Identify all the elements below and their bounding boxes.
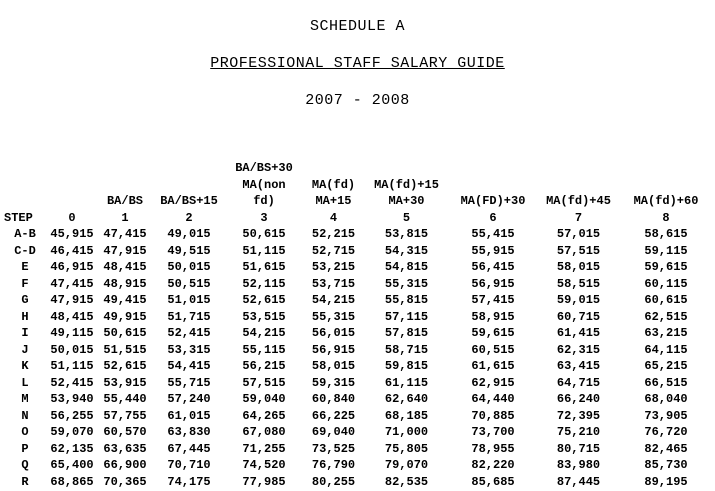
salary-cell: 83,980 xyxy=(556,458,601,472)
salary-cell: 71,000 xyxy=(384,425,429,439)
salary-cell: 69,040 xyxy=(311,425,356,439)
salary-cell: 54,415 xyxy=(167,359,211,373)
column-index: 7 xyxy=(574,210,583,225)
column-label-line: MA(non xyxy=(242,177,286,192)
salary-cell: 57,415 xyxy=(471,293,515,307)
column-label-line: BA/BS+30 xyxy=(235,161,293,175)
step-cell: H xyxy=(21,309,29,324)
salary-cell: 59,315 xyxy=(311,375,356,390)
salary-cell: 62,515 xyxy=(644,309,688,324)
salary-cell: 61,415 xyxy=(556,326,601,340)
salary-cell: 63,415 xyxy=(556,359,601,373)
step-column-header xyxy=(4,160,46,226)
salary-cell: 63,215 xyxy=(644,326,688,340)
table-row xyxy=(4,375,713,392)
salary-cell: 48,415 xyxy=(103,260,147,274)
salary-cell: 57,515 xyxy=(556,243,601,258)
column-header-row xyxy=(4,160,713,226)
salary-cell: 48,415 xyxy=(50,309,94,324)
salary-cell: 68,040 xyxy=(644,392,688,406)
salary-cell: 56,415 xyxy=(471,260,515,274)
salary-cell: 54,315 xyxy=(384,243,429,258)
salary-cell: 59,040 xyxy=(242,392,286,406)
salary-cell: 58,615 xyxy=(644,227,688,241)
salary-cell: 78,955 xyxy=(471,441,515,456)
salary-cell: 55,440 xyxy=(103,392,147,406)
salary-cell: 66,225 xyxy=(311,408,356,423)
table-row xyxy=(4,457,713,474)
salary-cell: 58,715 xyxy=(384,342,429,357)
salary-cell: 67,445 xyxy=(167,441,211,456)
salary-cell: 53,940 xyxy=(50,392,94,406)
step-cell: C-D xyxy=(14,243,36,258)
salary-cell: 59,615 xyxy=(471,326,515,340)
salary-cell: 57,240 xyxy=(167,392,211,406)
salary-cell: 63,830 xyxy=(167,425,211,439)
salary-cell: 76,790 xyxy=(311,458,356,472)
salary-cell: 75,210 xyxy=(556,425,601,439)
salary-cell: 64,440 xyxy=(471,392,515,406)
salary-cell: 56,255 xyxy=(50,408,94,423)
step-cell: L xyxy=(21,375,29,390)
salary-cell: 57,115 xyxy=(384,309,429,324)
salary-cell: 54,215 xyxy=(242,326,286,340)
salary-cell: 49,115 xyxy=(50,326,94,340)
salary-cell: 70,710 xyxy=(167,458,211,472)
salary-cell: 51,015 xyxy=(167,293,211,307)
salary-cell: 56,015 xyxy=(311,326,356,340)
school-year: 2007 - 2008 xyxy=(305,92,410,109)
step-cell: G xyxy=(21,293,29,307)
salary-cell: 61,115 xyxy=(384,375,429,390)
salary-cell: 62,915 xyxy=(471,375,515,390)
salary-cell: 47,415 xyxy=(103,227,147,241)
salary-cell: 51,715 xyxy=(167,309,211,324)
column-label-line: MA(fd)+45 xyxy=(546,194,611,208)
salary-cell: 52,415 xyxy=(167,326,211,340)
salary-cell: 48,915 xyxy=(103,276,147,291)
column-index: 0 xyxy=(68,210,76,225)
step-cell: R xyxy=(21,474,29,489)
column-label-line: fd) xyxy=(253,194,275,208)
salary-cell: 62,135 xyxy=(50,441,94,456)
step-cell: Q xyxy=(21,458,29,472)
table-row xyxy=(4,243,713,260)
salary-cell: 47,415 xyxy=(50,276,94,291)
table-row xyxy=(4,309,713,326)
salary-guide-title-text: PROFESSIONAL STAFF SALARY GUIDE xyxy=(210,55,505,72)
table-row xyxy=(4,226,713,243)
column-header-8 xyxy=(619,160,713,226)
salary-cell: 82,220 xyxy=(471,458,515,472)
salary-cell: 60,715 xyxy=(556,309,601,324)
salary-cell: 64,265 xyxy=(242,408,286,423)
salary-cell: 66,900 xyxy=(103,458,147,472)
salary-cell: 55,415 xyxy=(471,227,515,241)
salary-cell: 50,615 xyxy=(242,227,286,241)
salary-cell: 71,255 xyxy=(242,441,286,456)
salary-cell: 79,070 xyxy=(384,458,429,472)
column-index: 6 xyxy=(489,210,497,225)
salary-table xyxy=(4,160,713,490)
salary-cell: 62,315 xyxy=(556,342,601,357)
salary-cell: 55,815 xyxy=(384,293,429,307)
column-header-6 xyxy=(448,160,538,226)
column-header-5 xyxy=(365,160,448,226)
salary-cell: 70,885 xyxy=(471,408,515,423)
salary-cell: 58,015 xyxy=(311,359,356,373)
salary-cell: 53,715 xyxy=(311,276,356,291)
salary-cell: 82,535 xyxy=(384,474,429,489)
column-label-line: BA/BS+15 xyxy=(160,194,218,208)
column-header-2 xyxy=(152,160,226,226)
table-row xyxy=(4,441,713,458)
salary-cell: 76,720 xyxy=(644,425,688,439)
table-row xyxy=(4,342,713,359)
salary-cell: 73,905 xyxy=(644,408,688,423)
salary-cell: 54,215 xyxy=(311,293,356,307)
salary-cell: 66,240 xyxy=(556,392,601,406)
salary-cell: 56,215 xyxy=(242,359,286,373)
step-cell: F xyxy=(21,276,29,291)
salary-cell: 52,115 xyxy=(242,276,286,291)
table-row xyxy=(4,292,713,309)
salary-cell: 73,700 xyxy=(471,425,515,439)
salary-cell: 46,415 xyxy=(50,243,94,258)
column-header-7 xyxy=(538,160,619,226)
column-header-0 xyxy=(46,160,98,226)
column-label-line: MA(fd)+15 xyxy=(374,177,439,192)
salary-cell: 82,465 xyxy=(644,441,688,456)
salary-cell: 61,015 xyxy=(167,408,211,423)
salary-cell: 53,215 xyxy=(311,260,356,274)
salary-cell: 80,255 xyxy=(311,474,356,489)
salary-cell: 70,365 xyxy=(103,474,147,489)
table-row xyxy=(4,276,713,293)
step-cell: K xyxy=(21,359,29,373)
column-label-line: MA+30 xyxy=(388,194,425,208)
salary-cell: 51,615 xyxy=(242,260,286,274)
salary-cell: 60,515 xyxy=(471,342,515,357)
salary-cell: 56,915 xyxy=(311,342,356,357)
step-cell: P xyxy=(21,441,29,456)
salary-cell: 61,615 xyxy=(471,359,515,373)
salary-cell: 57,755 xyxy=(103,408,147,423)
salary-cell: 72,395 xyxy=(556,408,601,423)
salary-cell: 59,815 xyxy=(384,359,429,373)
salary-cell: 66,515 xyxy=(644,375,688,390)
salary-cell: 50,015 xyxy=(50,342,94,357)
salary-cell: 80,715 xyxy=(556,441,601,456)
column-label-line: MA+15 xyxy=(315,194,352,208)
column-index: 2 xyxy=(185,210,193,225)
salary-cell: 57,015 xyxy=(556,227,601,241)
step-cell: M xyxy=(21,392,29,406)
salary-cell: 73,525 xyxy=(311,441,356,456)
salary-cell: 51,115 xyxy=(50,359,94,373)
salary-cell: 51,115 xyxy=(242,243,286,258)
salary-cell: 64,115 xyxy=(644,342,688,357)
salary-cell: 53,515 xyxy=(242,309,286,324)
salary-cell: 60,615 xyxy=(644,293,688,307)
step-cell: O xyxy=(21,425,29,439)
salary-cell: 49,515 xyxy=(167,243,211,258)
salary-cell: 55,915 xyxy=(471,243,515,258)
salary-cell: 54,815 xyxy=(384,260,429,274)
salary-cell: 51,515 xyxy=(103,342,147,357)
column-label-line: MA(FD)+30 xyxy=(460,194,526,208)
salary-cell: 50,615 xyxy=(103,326,147,340)
salary-cell: 58,015 xyxy=(556,260,601,274)
table-row xyxy=(4,358,713,375)
schedule-title: SCHEDULE A xyxy=(309,18,405,35)
salary-cell: 47,915 xyxy=(50,293,94,307)
salary-cell: 60,840 xyxy=(311,392,356,406)
column-index: 4 xyxy=(329,210,338,225)
salary-cell: 55,115 xyxy=(242,342,286,357)
table-row xyxy=(4,424,713,441)
salary-cell: 60,115 xyxy=(644,276,688,291)
table-row xyxy=(4,474,713,491)
salary-cell: 89,195 xyxy=(644,474,688,489)
salary-cell: 59,015 xyxy=(556,293,601,307)
salary-cell: 53,815 xyxy=(384,227,429,241)
table-row xyxy=(4,259,713,276)
salary-cell: 52,715 xyxy=(311,243,356,258)
salary-cell: 49,915 xyxy=(103,309,147,324)
salary-cell: 85,685 xyxy=(471,474,515,489)
column-header-1 xyxy=(98,160,152,226)
salary-cell: 55,315 xyxy=(311,309,356,324)
salary-cell: 58,515 xyxy=(556,276,601,291)
salary-cell: 75,805 xyxy=(384,441,429,456)
salary-cell: 52,615 xyxy=(103,359,147,373)
salary-cell: 47,915 xyxy=(103,243,147,258)
salary-cell: 59,615 xyxy=(644,260,688,274)
salary-table-body xyxy=(4,226,713,490)
salary-cell: 68,865 xyxy=(50,474,94,489)
salary-cell: 77,985 xyxy=(242,474,286,489)
step-cell: A-B xyxy=(14,227,36,241)
table-row xyxy=(4,408,713,425)
salary-cell: 49,015 xyxy=(167,227,211,241)
salary-cell: 65,215 xyxy=(644,359,688,373)
salary-cell: 67,080 xyxy=(242,425,286,439)
step-cell: I xyxy=(21,326,29,340)
salary-cell: 63,635 xyxy=(103,441,147,456)
salary-cell: 52,415 xyxy=(50,375,94,390)
salary-cell: 50,015 xyxy=(167,260,211,274)
step-cell: J xyxy=(21,342,29,357)
salary-cell: 74,175 xyxy=(167,474,211,489)
salary-cell: 85,730 xyxy=(644,458,688,472)
step-cell: E xyxy=(21,260,29,274)
salary-cell: 59,070 xyxy=(50,425,94,439)
salary-cell: 50,515 xyxy=(167,276,211,291)
salary-cell: 55,715 xyxy=(167,375,211,390)
salary-cell: 65,400 xyxy=(50,458,94,472)
salary-guide-title xyxy=(0,55,715,72)
column-header-3 xyxy=(226,160,302,226)
column-index: 5 xyxy=(402,210,411,225)
column-label-line: MA(fd) xyxy=(311,177,356,192)
salary-cell: 62,640 xyxy=(384,392,429,406)
salary-cell: 68,185 xyxy=(384,408,429,423)
salary-cell: 57,515 xyxy=(242,375,286,390)
step-cell: N xyxy=(21,408,29,423)
salary-cell: 45,915 xyxy=(50,227,94,241)
step-header-label: STEP xyxy=(4,210,33,225)
column-index: 1 xyxy=(121,210,129,225)
table-row xyxy=(4,325,713,342)
column-label-line: MA(fd)+60 xyxy=(633,194,699,208)
salary-cell: 57,815 xyxy=(384,326,429,340)
salary-cell: 64,715 xyxy=(556,375,601,390)
salary-cell: 58,915 xyxy=(471,309,515,324)
salary-cell: 59,115 xyxy=(644,243,688,258)
salary-cell: 53,315 xyxy=(167,342,211,357)
column-label-line: BA/BS xyxy=(106,194,143,208)
table-row xyxy=(4,391,713,408)
salary-cell: 55,315 xyxy=(384,276,429,291)
salary-cell: 52,215 xyxy=(311,227,356,241)
column-index: 8 xyxy=(662,210,670,225)
salary-cell: 46,915 xyxy=(50,260,94,274)
salary-cell: 53,915 xyxy=(103,375,147,390)
salary-cell: 60,570 xyxy=(103,425,147,439)
salary-cell: 87,445 xyxy=(556,474,601,489)
column-header-4 xyxy=(302,160,365,226)
salary-cell: 52,615 xyxy=(242,293,286,307)
column-index: 3 xyxy=(260,210,268,225)
salary-cell: 74,520 xyxy=(242,458,286,472)
salary-cell: 56,915 xyxy=(471,276,515,291)
salary-cell: 49,415 xyxy=(103,293,147,307)
